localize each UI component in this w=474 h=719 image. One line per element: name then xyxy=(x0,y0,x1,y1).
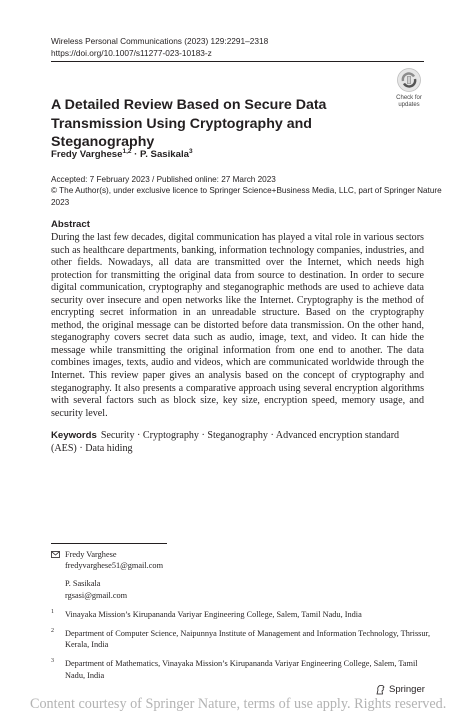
abstract-text: During the last few decades, digital communication has played a vital role in various sectors such as healthcare departments, banking, information technology companies, industries, and other fields. Nowadays, all data are transmitted over the Internet, which needs high protection for transmitting the original data from source to destination. In order to secure digital communication, cryptography and steganographic methods are used to achieve data security over insecure and open networks like the Internet. Cryptography is the method of encrypting secret information in an unreadable structure. Based on the cryptography method, the original message can be distorted before data transmission. On the other hand, steganography covers secret data such as audio, image, text, and video. It can hide the message while transmitting the original information from one end to another. The data combines images, texts, audio and videos, which are communicated worldwide through the Internet. This review paper gives an analysis based on the concept of cryptography and steganography. It also presents a comparative approach using several encryption algorithms with several factors such as block size, key size, encryption speed, memory usage, and security level. xyxy=(51,232,424,419)
check-updates-line2: updates xyxy=(398,101,420,108)
corresponding-author xyxy=(51,549,431,571)
author-affiliation-sup: 3 xyxy=(188,148,193,155)
affiliation-item xyxy=(51,628,431,650)
publication-dates: Accepted: 7 February 2023 / Published online: 27 March 2023 xyxy=(51,175,276,184)
author-name[interactable]: Fredy Varghese xyxy=(51,149,123,161)
publisher-logo xyxy=(375,684,425,695)
abstract-heading: Abstract xyxy=(51,219,90,230)
check-updates-line1: Check for xyxy=(396,95,422,102)
keywords xyxy=(51,430,424,455)
contact-email[interactable]: rgsasi@gmail.com xyxy=(65,590,128,600)
affiliation-text: Department of Computer Science, Naipunnya Institute of Management and Information Technology, Thrissur, Kerala, India xyxy=(65,629,431,650)
springer-horse-icon xyxy=(375,684,386,695)
contact-name: P. Sasikala xyxy=(65,579,101,589)
check-for-updates-badge[interactable] xyxy=(392,68,426,108)
doi-link[interactable]: https://doi.org/10.1007/s11277-023-10183-z xyxy=(51,47,212,58)
journal-header xyxy=(51,36,431,59)
publication-info xyxy=(51,174,451,208)
affiliation-number: 2 xyxy=(51,628,54,635)
journal-citation: Wireless Personal Communications (2023) 129:2291–2318 xyxy=(51,36,269,46)
author-list xyxy=(51,148,193,160)
courtesy-watermark: Content courtesy of Springer Nature, terms of use apply. Rights reserved. xyxy=(30,696,447,712)
envelope-icon xyxy=(51,551,60,558)
keywords-list: Security · Cryptography · Steganography · Advanced encryption standard (AES) · Data hiding xyxy=(51,430,400,454)
check-updates-icon xyxy=(397,68,421,92)
author-affiliation-sup: 1,2 xyxy=(122,148,132,155)
footnote-rule xyxy=(51,543,167,544)
footnotes xyxy=(51,549,431,681)
contact-name: Fredy Varghese xyxy=(65,550,117,559)
affiliation-item xyxy=(51,658,431,680)
affiliation-number: 3 xyxy=(51,658,54,665)
header-rule xyxy=(51,61,424,62)
keywords-label: Keywords xyxy=(51,430,97,441)
contact-block xyxy=(51,578,431,600)
publisher-name: Springer xyxy=(389,684,425,695)
affiliation-item xyxy=(51,609,431,620)
contact-email[interactable]: fredyvarghese51@gmail.com xyxy=(65,561,164,571)
affiliation-number: 1 xyxy=(51,608,54,615)
author-name[interactable]: P. Sasikala xyxy=(140,149,189,161)
affiliation-text: Vinayaka Mission’s Kirupananda Variyar Engineering College, Salem, Tamil Nadu, India xyxy=(65,609,362,619)
copyright-line: © The Author(s), under exclusive licence to Springer Science+Business Media, LLC, part of Springer Nature 2023 xyxy=(51,186,442,207)
paper-title: A Detailed Review Based on Secure Data Transmission Using Cryptography and Steganography xyxy=(51,97,327,150)
author-separator: · xyxy=(131,149,141,161)
affiliation-text: Department of Mathematics, Vinayaka Mission’s Kirupananda Variyar Engineering College, Salem, Tamil Nadu, India xyxy=(65,659,418,680)
